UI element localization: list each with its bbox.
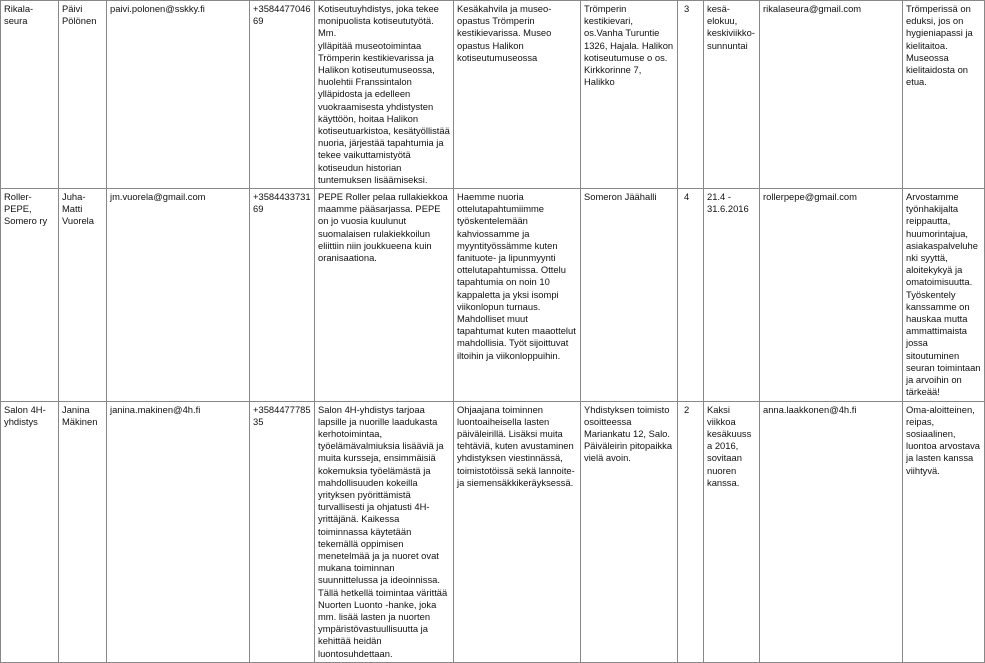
description-cell: PEPE Roller pelaa rullakiekkoa maamme pääsarjassa. PEPE on jo vuosia kuulunut suomalaisen rulakiekkoilun eliittiin niin joukkueena kuin oranisaationa.	[315, 189, 454, 401]
table-row	[1, 189, 985, 401]
org-name-cell: Salon 4H-yhdistys	[1, 401, 59, 662]
email-cell: paivi.polonen@sskky.fi	[107, 1, 250, 189]
contact-email-cell: rollerpepe@gmail.com	[760, 189, 903, 401]
time-cell: kesä-elokuu, keskiviikko-sunnuntai	[704, 1, 760, 189]
contact-email-cell: anna.laakkonen@4h.fi	[760, 401, 903, 662]
org-name-cell: Rikala-seura	[1, 1, 59, 189]
requirements-cell: Oma-aloitteinen, reipas, sosiaalinen, luontoa arvostava ja lasten kanssa viihtyvä.	[903, 401, 985, 662]
requirements-cell: Trömperissä on eduksi, jos on hygieniapassi ja kielitaitoa. Museossa kielitaidosta on etua.	[903, 1, 985, 189]
requirements-cell: Arvostamme työnhakijalta reippautta, huumorintajua, asiakaspalveluhenki syyttä, aloitekykyä ja omatoimisuutta. Työskentely kanssamme on hauskaa mutta ammattimaista jossa sitoutuminen seuran toimintaan ja arvoihin on tärkeää!	[903, 189, 985, 401]
task-cell: Kesäkahvila ja museo-opastus Trömperin kestikievarissa. Museo opastus Halikon kotiseutumuseossa	[454, 1, 581, 189]
table-row	[1, 401, 985, 662]
location-cell: Trömperin kestikievari, os.Vanha Turuntie 1326, Hajala. Halikon kotiseutumuse o os. Kirkkorinne 7, Halikko	[581, 1, 678, 189]
time-cell: 21.4 - 31.6.2016	[704, 189, 760, 401]
description-cell: Kotiseutuyhdistys, joka tekee monipuolista kotiseututyötä. Mm. ylläpitää museotoimintaa Trömperin kestikievarissa ja Halikon kotiseutumuseossa, huolehtii Franssintalon ylläpidosta ja edelleen vuokraamisesta yhdistysten käyttöön, hoitaa Halikon kotiseutuarkistoa, kesätyöllistää nuoria, järjestää tapahtumia ja tekee vaikuttamistyötä kotiseudun historian tuntemuksen lisäämiseksi.	[315, 1, 454, 189]
contact-person-cell: Juha-Matti Vuorela	[59, 189, 107, 401]
time-cell: Kaksi viikkoa kesäkuussa 2016, sovitaan nuoren kanssa.	[704, 401, 760, 662]
count-cell: 3	[678, 1, 704, 189]
email-cell: jm.vuorela@gmail.com	[107, 189, 250, 401]
count-cell: 2	[678, 401, 704, 662]
phone-cell: +358447704669	[250, 1, 315, 189]
table-row	[1, 1, 985, 189]
contact-email-cell: rikalaseura@gmail.com	[760, 1, 903, 189]
contact-person-cell: Janina Mäkinen	[59, 401, 107, 662]
phone-cell: +358447778535	[250, 401, 315, 662]
task-cell: Ohjaajana toiminnen luontoaiheisella lasten päiväleirillä. Lisäksi muita tehtäviä, kuten avustaminen yhdistyksen viestinnässä, toimistotöissä sekä lannoite- ja siemensäkkikeräyksessä.	[454, 401, 581, 662]
email-cell: janina.makinen@4h.fi	[107, 401, 250, 662]
org-name-cell: Roller-PEPE, Somero ry	[1, 189, 59, 401]
location-cell: Someron Jäähalli	[581, 189, 678, 401]
count-cell: 4	[678, 189, 704, 401]
task-cell: Haemme nuoria ottelutapahtumiimme työskentelemään kahviossamme ja myyntityössämme kuten fanituote- ja lipunmyynti ottelutapahtumissa. Ottelu tapahtumia on noin 10 kappaletta ja yksi isompi viikonlopun turnaus. Mahdolliset muut tapahtumat kuten maaottelut mahdollisia. Työt sijoittuvat iltoihin ja viikonloppuihin.	[454, 189, 581, 401]
phone-cell: +358443373169	[250, 189, 315, 401]
description-cell: Salon 4H-yhdistys tarjoaa lapsille ja nuorille laadukasta kerhotoimintaa, työelämävalmiuksia lisääviä ja muita kursseja, ensimmäisiä kokemuksia työelämästä ja mahdollisuuden kokeilla yrityksen pyörittämistä turvallisesti ja ohjatusti 4H-yrittäjänä. Kaikessa toiminnassa käytetään tekemällä oppimisen menetelmää ja ja nuoret ovat mukana toiminnan suunnittelussa ja ideoinnissa. Tällä hetkellä toimintaa värittää Nuorten Luonto -hanke, joka mm. lisää lasten ja nuorten ympäristövastuullisuutta ja kehittää heidän luontosuhdettaan.	[315, 401, 454, 662]
contact-person-cell: Päivi Pölönen	[59, 1, 107, 189]
location-cell: Yhdistyksen toimisto osoitteessa Mariankatu 12, Salo. Päiväleirin pitopaikka vielä avoin.	[581, 401, 678, 662]
